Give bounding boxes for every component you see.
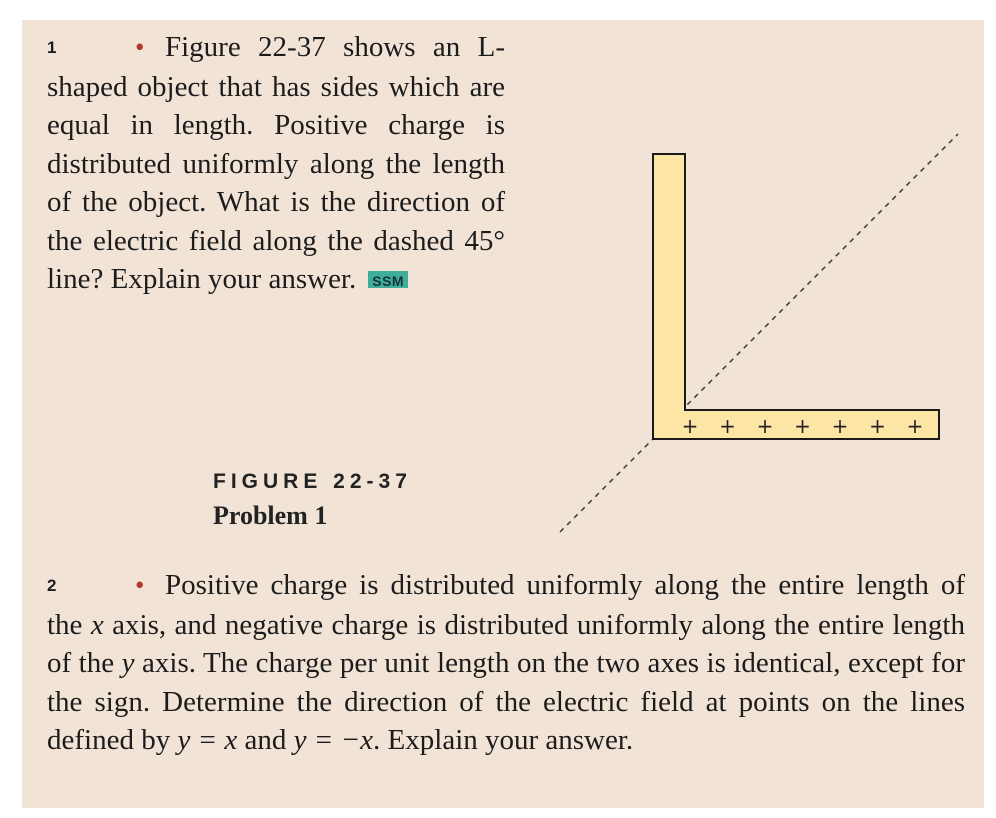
plus-charge: + <box>719 414 736 438</box>
problem-text-c: axis. The charge per unit length on the two axes is identical, except for the sign. Determine the direction of the electric field at points on the lines defined by <box>47 647 965 756</box>
plus-charge: + <box>794 414 811 438</box>
problem-number: 1 <box>47 38 57 57</box>
textbook-panel <box>22 20 984 808</box>
bullet-icon: • <box>135 570 145 600</box>
plus-charge: + <box>906 414 924 438</box>
problem-number: 2 <box>47 576 57 595</box>
bullet-icon: • <box>135 32 145 62</box>
figure-caption <box>213 468 412 536</box>
problem-text-b: axis, and negative charge is distributed uniformly along the entire length of the <box>47 608 965 679</box>
problem-text-a: Positive charge is distributed uniformly along the entire length of the <box>47 569 965 641</box>
problem-2 <box>47 566 965 760</box>
plus-charge: + <box>831 414 849 438</box>
figure-label: FIGURE 22-37 <box>213 470 412 493</box>
dashed-45-line <box>560 134 958 532</box>
var-y: y <box>121 647 135 679</box>
equation-y-eq-x: y = x <box>177 724 238 756</box>
figure-22-37 <box>22 20 984 540</box>
problem-text-e: . Explain your answer. <box>373 724 634 756</box>
var-x: x <box>90 608 104 641</box>
problem-text-d: and <box>237 724 294 756</box>
equation-y-eq-neg-x: y = −x <box>293 724 374 756</box>
plus-charge: + <box>756 414 774 438</box>
figure-subtitle: Problem 1 <box>213 501 328 530</box>
plus-charge: + <box>869 414 886 438</box>
plus-charge: + <box>681 414 699 438</box>
ssm-badge[interactable]: SSM <box>368 271 408 288</box>
problem-text: Figure 22-37 shows an L-shaped object that has sides which are equal in length. Positive charge is distributed uniformly along the length of the object. What is the direction of the electric field along the dashed 45° line? Explain your answer. <box>47 31 505 295</box>
